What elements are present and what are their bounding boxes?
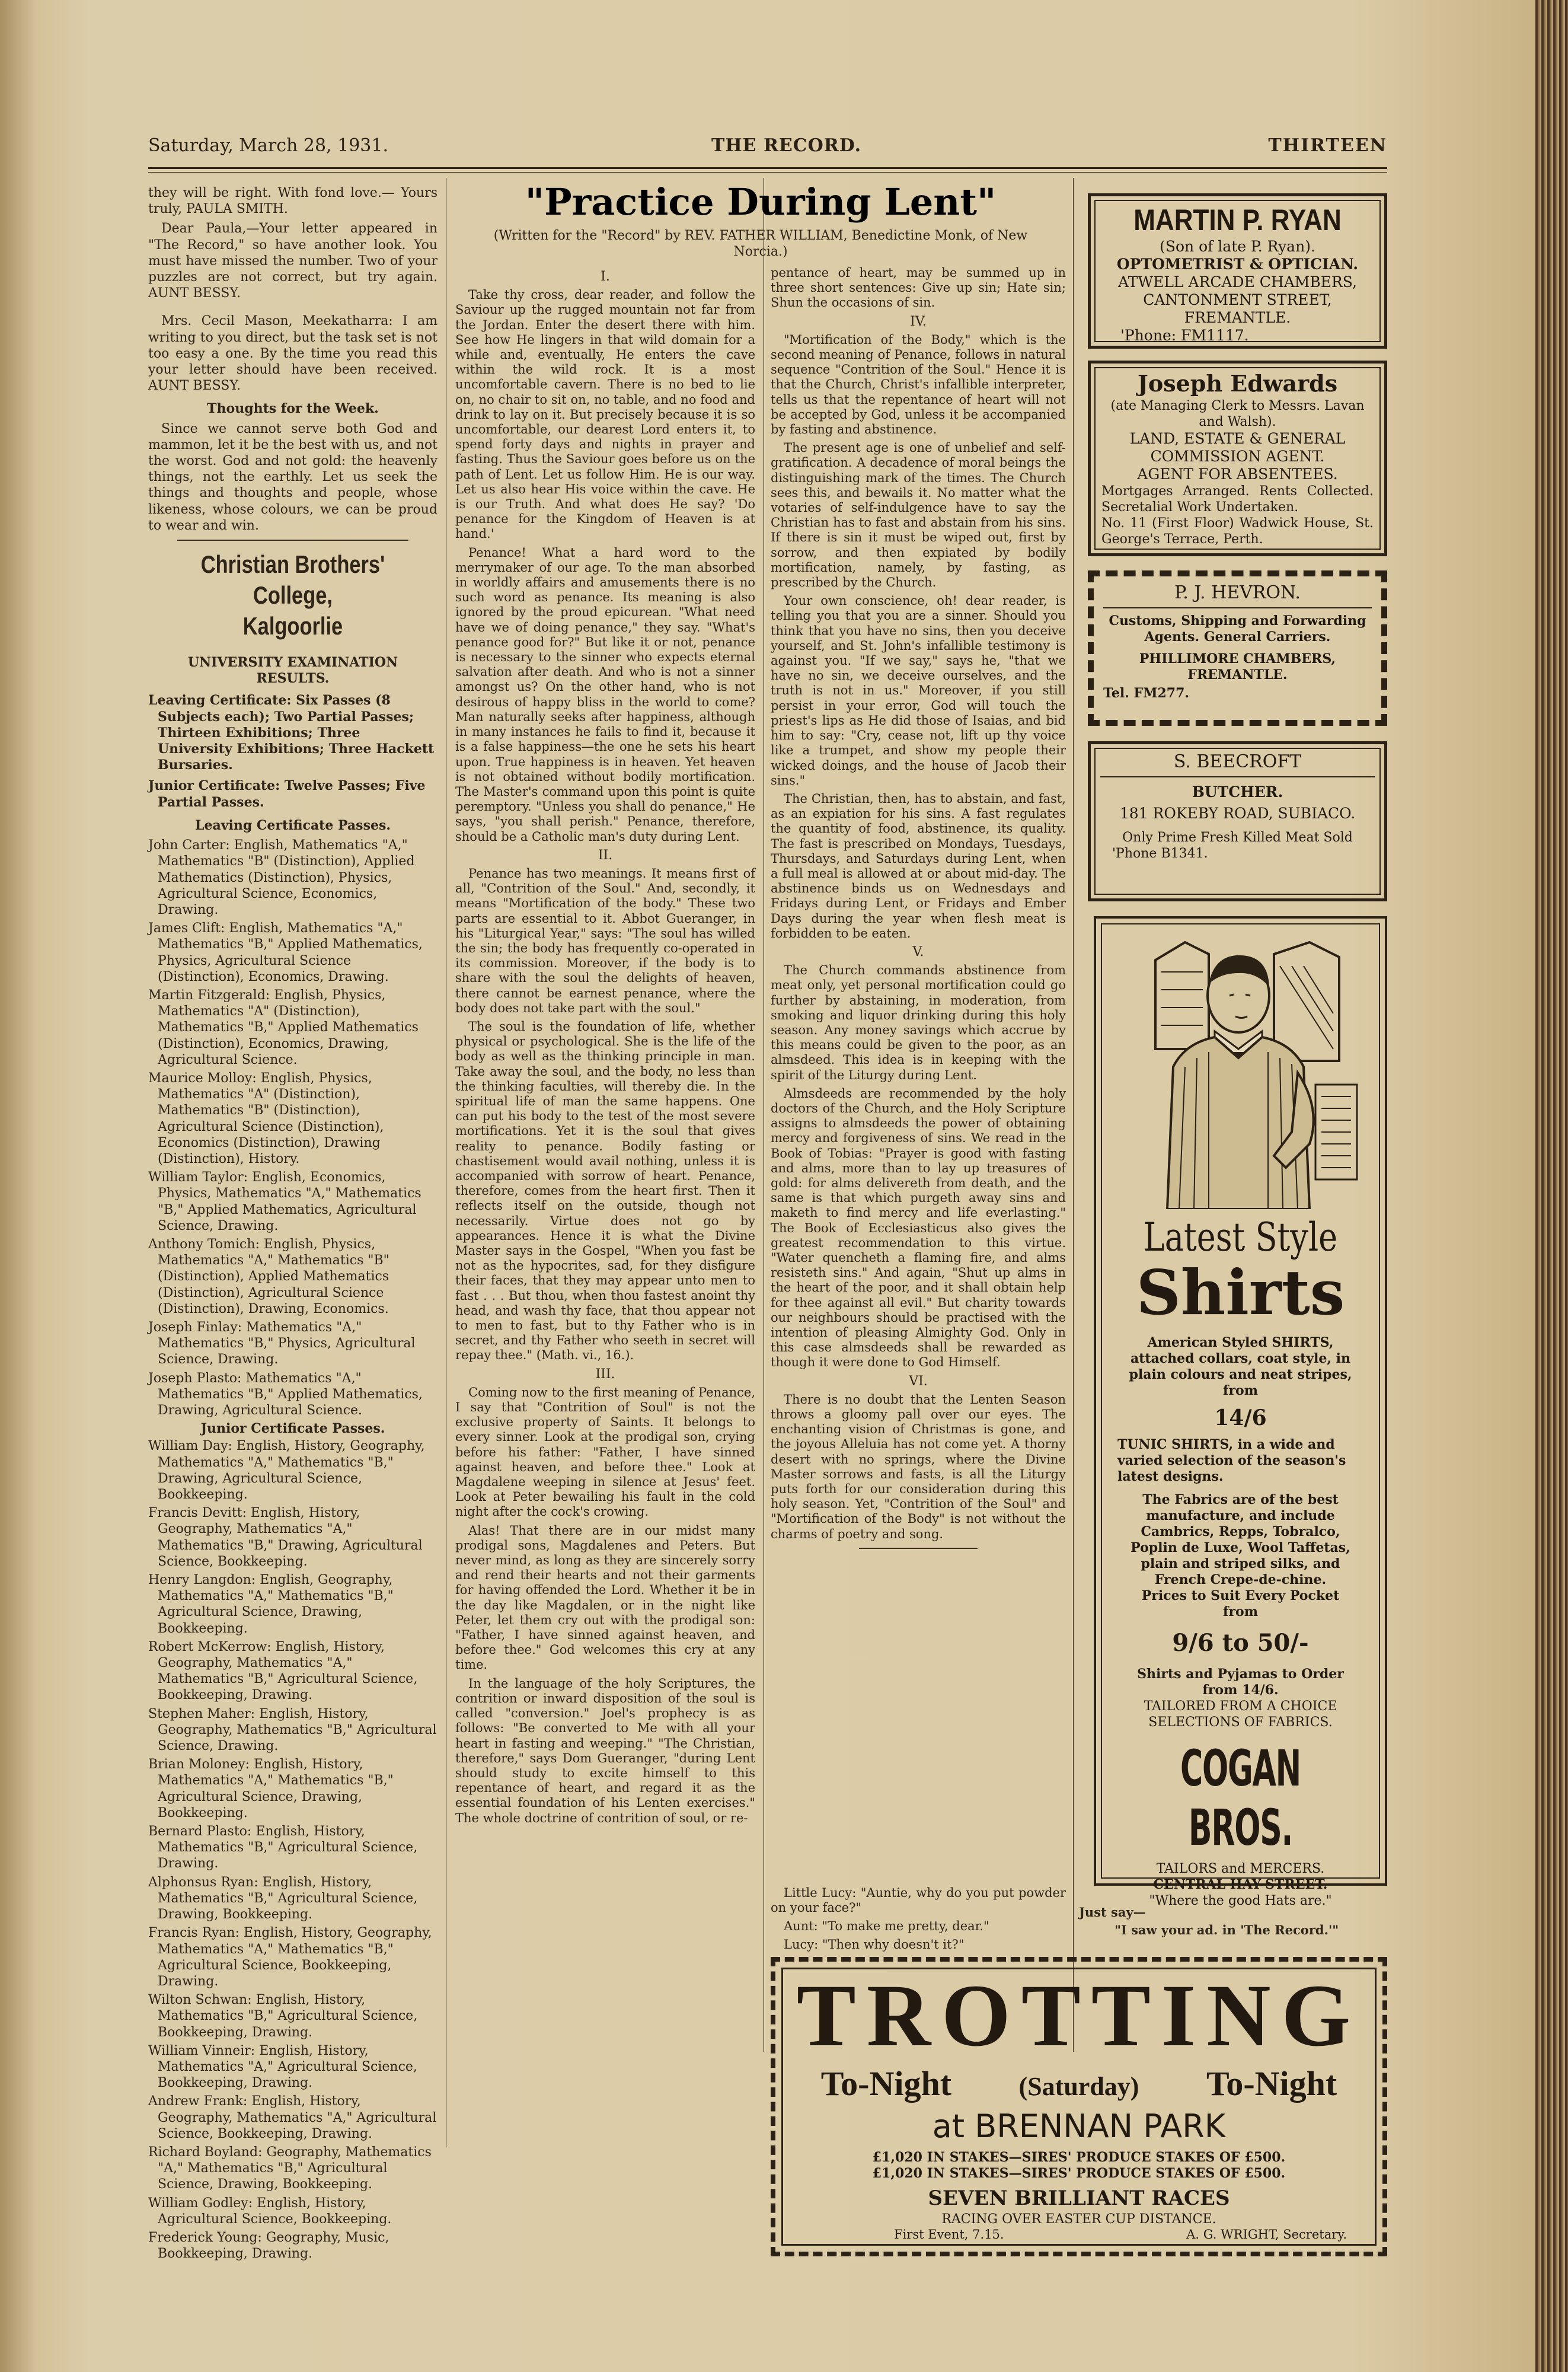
section-divider: [177, 540, 408, 541]
list-item: William Day: English, History, Geography, Mathematics "A," Mathematics "B," Drawing, Agricultural Science, Bookkeeping.: [148, 1439, 425, 1503]
ad-edwards-line: LAND, ESTATE & GENERAL COMMISSION AGENT.: [1129, 430, 1346, 465]
article-paragraph: Coming now to the first meaning of Penance, I say that "Contrition of Soul" is not the exclusive property of Saints. It belongs to every sinner. Look at the prodigal son, crying before his father: "Father, I have sinned against heaven, and before thee." Look at Magdalene weeping in silence at Jesus' feet. Look at Peter bewailing his fault in the cold night after the cock's crowing.: [455, 1385, 755, 1519]
ad-ryan-line: 'Phone: FM1117.: [1120, 327, 1249, 344]
section-numeral: I.: [601, 269, 610, 284]
header-rule-thin: [148, 172, 1387, 173]
header-date: Saturday, March 28, 1931.: [148, 135, 389, 156]
section-numeral: VI.: [909, 1373, 928, 1389]
article-paragraph: Alas! That there are in our midst many prodigal sons, Magdalenes and Peters. But never mind, as long as they are sincerely sorry and rend their hearts and not their garments for having offended the Lord. Whether it be in the day like Magdalen, or in the night like Peter, let them cry out with the prodigal son: "Father, I have sinned against heaven, and before thee." God welcomes this cry at any time.: [455, 1523, 755, 1672]
joke-line: Aunt: "To make me pretty, dear.": [784, 1919, 989, 1933]
ad-trotting-distance: RACING OVER EASTER CUP DISTANCE.: [941, 2212, 1216, 2227]
ad-cogan-name: COGAN BROS.: [1180, 1739, 1301, 1857]
ad-cogan-text: Prices to Suit Every Pocket from: [1141, 1588, 1340, 1619]
book-page-edges: [1535, 0, 1568, 2372]
list-item: Francis Ryan: English, History, Geography, Mathematics "A," Mathematics "B," Agricultural Science, Bookkeeping, Drawing.: [148, 1925, 432, 1989]
article-paragraph: pentance of heart, may be summed up in three short sentences: Give up sin; Hate sin; Shun the occasions of sin.: [771, 266, 1066, 310]
thoughts-heading: Thoughts for the Week.: [207, 401, 379, 417]
ad-trotting-secretary: A. G. WRIGHT, Secretary.: [1186, 2227, 1347, 2242]
list-item: Anthony Tomich: English, Physics, Mathematics "A," Mathematics "B" (Distinction), Applied Mathematics (Distinction), Agricultural Science (Distinction), Drawing, Economics.: [148, 1236, 389, 1316]
ad-trotting-stakes: £1,020 IN STAKES—SIRES' PRODUCE STAKES OF £500.: [872, 2150, 1286, 2165]
list-item: Andrew Frank: English, History, Geography, Mathematics "A," Agricultural Science, Bookkeeping, Drawing.: [148, 2094, 437, 2141]
list-item: Francis Devitt: English, History, Geography, Mathematics "A," Mathematics "B," Drawing, Agricultural Science, Bookkeeping.: [148, 1506, 423, 1569]
ad-hevron-name: P. J. HEVRON.: [1174, 582, 1301, 603]
ad-ryan-line: ATWELL ARCADE CHAMBERS,: [1118, 273, 1357, 291]
list-item: Joseph Finlay: Mathematics "A," Mathematics "B," Physics, Agricultural Science, Drawing.: [148, 1319, 416, 1367]
ad-hevron-line: Tel. FM277.: [1103, 686, 1190, 701]
ad-edwards-line: AGENT FOR ABSENTEES.: [1137, 466, 1338, 483]
ad-trotting-races: SEVEN BRILLIANT RACES: [928, 2186, 1230, 2210]
letter-reply: Dear Paula,—Your letter appeared in "The Record," so have another look. You must have missed the number. Two of your puzzles are not correct, but try again. AUNT BESSY.: [148, 221, 437, 301]
just-say-line2: "I saw your ad. in 'The Record.'": [1114, 1923, 1339, 1937]
joke-block: [771, 1886, 1066, 1956]
ad-cogan-bros: [1094, 916, 1387, 1908]
list-item: John Carter: English, Mathematics "A," Mathematics "B" (Distinction), Applied Mathematics (Distinction), Physics, Agricultural Science, Economics, Drawing.: [148, 838, 415, 917]
list-item: Bernard Plasto: English, History, Mathematics "B," Agricultural Science, Drawing.: [148, 1824, 418, 1872]
article-paragraph: There is no doubt that the Lenten Season throws a gloomy pall over our eyes. The enchanting vision of Christmas is gone, and the joyous Alleluia has not come yet. A thorny desert with no springs, where the Divine Master sorrows and fasts, is all the Liturgy puts forth for our consideration during this holy season. Yet, "Contrition of the Soul" and "Mortification of the Body" is not without the charms of poetry and song.: [771, 1392, 1066, 1541]
ad-cogan-text: "Where the good Hats are.": [1149, 1893, 1332, 1908]
article-paragraph: Almsdeeds are recommended by the holy doctors of the Church, and the Holy Scripture assigns to almsdeeds the power of obtaining mercy and forgiveness of sins. We read in the Book of Tobias: "Prayer is good with fasting and alms, more than to lay up treasures of gold: for alms delivereth from death, and the same is that which purgeth away sins and maketh to find mercy and life everlasting." The Book of Ecclesiasticus also gives the greatest recommendation to this virtue. "Water quencheth a flaming fire, and alms resisteth sins." And again, "Shut up alms in the heart of the poor, and it shall obtain help for thee against all evil." But charity towards our neighbours should be practised with the intention of pleasing Almighty God. Only in this case almsdeeds shall be rewarded as though it were done to God Himself.: [771, 1086, 1066, 1370]
article-header: [455, 181, 1066, 260]
list-item: William Godley: English, History, Agricultural Science, Bookkeeping.: [148, 2195, 392, 2227]
ad-s-beecroft: [1088, 741, 1387, 901]
list-item: Alphonsus Ryan: English, History, Mathematics "B," Agricultural Science, Drawing, Bookkeeping.: [148, 1874, 418, 1923]
section-numeral: V.: [912, 944, 924, 959]
ad-trotting-tonight-row: [787, 2064, 1371, 2103]
list-item: Richard Boyland: Geography, Mathematics "A," Mathematics "B," Agricultural Science, Drawing, Bookkeeping.: [148, 2144, 432, 2192]
page-header: [148, 135, 1387, 162]
column-3: [771, 266, 1066, 1555]
column-1: [148, 185, 437, 2264]
ad-martin-ryan: [1088, 193, 1387, 349]
ad-ryan-line: CANTONMENT STREET,: [1143, 291, 1332, 308]
header-rule: [148, 167, 1387, 169]
list-item: Robert McKerrow: English, History, Geography, Mathematics "A," Mathematics "B," Agricultural Science, Bookkeeping, Drawing.: [148, 1639, 418, 1703]
ad-beecroft-rule: [1100, 776, 1375, 777]
list-item: Henry Langdon: English, Geography, Mathematics "A," Mathematics "B," Agricultural Science, Drawing, Bookkeeping.: [148, 1573, 394, 1636]
joke-line: Little Lucy: "Auntie, why do you put powder on your face?": [771, 1886, 1066, 1915]
cbc-heading: [174, 549, 411, 642]
list-item: Martin Fitzgerald: English, Physics, Mathematics "A" (Distinction), Mathematics "B," Applied Mathematics (Distinction), Economics, Drawing, Agricultural Science.: [148, 987, 419, 1067]
ad-trotting-tonight: To-Night: [820, 2064, 952, 2103]
ad-cogan-heading-1: Latest Style: [1143, 1214, 1338, 1260]
article-paragraph: In the language of the holy Scriptures, the contrition or inward disposition of the soul is called "conversion." Joel's prophecy is as follows: "Be converted to Me with all your heart in fasting and weeping." "The Christian, therefore," says Dom Gueranger, "during Lent should study to excite himself to this repentance of heart, and regard it as the essential foundation of his Lenten exercises." The whole doctrine of contrition of soul, or re-: [455, 1676, 755, 1825]
section-numeral: II.: [598, 847, 613, 863]
article-paragraph: Penance has two meanings. It means first of all, "Contrition of the Soul." And, secondly, it means "Mortification of the body." These two parts are essential to it. Abbot Gueranger, in his "Liturgical Year," says: "The soul has willed the sin; the body has frequently co-operated in its commission. Moreover, if the body is to share with the soul the delights of heaven, there cannot be earnest penance, where the body does not take part with the soul.": [455, 866, 755, 1015]
header-page-number: THIRTEEN: [1268, 135, 1387, 156]
ad-edwards-line: No. 11 (First Floor) Wadwick House, St. George's Terrace, Perth.: [1101, 516, 1374, 547]
list-item: James Clift: English, Mathematics "A," Mathematics "B," Applied Mathematics, Physics, Agricultural Science (Distinction), Economics, Drawing.: [148, 921, 423, 984]
ad-edwards-line: Mortgages Arranged. Rents Collected. Secretalial Work Undertaken.: [1101, 484, 1374, 515]
just-say-block: [1079, 1904, 1387, 1939]
article-paragraph: The Church commands abstinence from meat only, yet personal mortification could go further by abstaining, in moderation, from smoking and liquor drinking during this holy season. Any money savings which accrue by this means could be given to the poor, as an almsdeed. This idea is in keeping with the spirit of the Liturgy during Lent.: [771, 963, 1066, 1082]
ad-trotting-tonight: To-Night: [1206, 2064, 1337, 2103]
section-numeral: IV.: [910, 314, 927, 329]
ad-ryan-line: OPTOMETRIST & OPTICIAN.: [1116, 256, 1359, 273]
ad-pj-hevron: [1088, 570, 1387, 726]
ad-cogan-text: Shirts and Pyjamas to Order from 14/6.: [1137, 1666, 1344, 1698]
results-heading: UNIVERSITY EXAMINATION: [187, 655, 398, 671]
list-item: Brian Moloney: English, History, Mathematics "A," Mathematics "B," Agricultural Science, Drawing, Bookkeeping.: [148, 1757, 394, 1821]
ad-ryan-name: MARTIN P. RYAN: [1133, 203, 1342, 237]
ad-trotting-first-event: First Event, 7.15.: [894, 2227, 1004, 2242]
list-item: Joseph Plasto: Mathematics "A," Mathematics "B," Applied Mathematics, Drawing, Agricultural Science.: [148, 1370, 423, 1418]
article-paragraph: The Christian, then, has to abstain, and fast, as an expiation for his sins. A fast regulates the quantity of food, abstinence, its quality. The fast is prescribed on Mondays, Tuesdays, Thursdays, and Saturdays during Lent, when a full meal is allowed at or about mid-day. The abstinence binds us on Wednesdays and Fridays during Lent, or Fridays and Ember Days during the year when flesh meat is forbidden to be eaten.: [771, 791, 1066, 940]
shirt-man-illustration: [1120, 930, 1363, 1209]
just-say-line1: Just say—: [1079, 1905, 1146, 1920]
ad-ryan-line: FREMANTLE.: [1184, 309, 1291, 326]
list-item: Wilton Schwan: English, History, Mathematics "B," Agricultural Science, Bookkeeping, Drawing.: [148, 1992, 418, 2040]
ad-cogan-text: American Styled SHIRTS, attached collars, coat style, in plain colours and neat stripes, from: [1129, 1335, 1352, 1398]
article-paragraph: "Mortification of the Body," which is the second meaning of Penance, follows in natural sequence "Contrition of the Soul." Hence it is that the Church, Christ's infallible interpreter, tells us that the repentance of heart will not be accepted by God, unless it be accompanied by fasting and abstinence.: [771, 332, 1066, 437]
joke-line: Lucy: "Then why doesn't it?": [784, 1937, 965, 1952]
ad-hevron-line: PHILLIMORE CHAMBERS, FREMANTLE.: [1139, 651, 1336, 683]
article-paragraph: The present age is one of unbelief and self-gratification. A decadence of moral beings the distinguishing mark of the times. The Church sees this, and bewails it. No matter what the votaries of self-indulgence have to say the Christian has to fast and abstain from his sins. If there is sin it must be wiped out, first by sorrow, and then expiated by bodily mortification, namely, by fasting, as prescribed by the Church.: [771, 441, 1066, 590]
list-item: Maurice Molloy: English, Physics, Mathematics "A" (Distinction), Mathematics "B" (Distinction), Agricultural Science (Distinction), Economics (Distinction), Drawing (Distinction), History.: [148, 1070, 384, 1166]
ad-beecroft-line: 181 ROKEBY ROAD, SUBIACO.: [1119, 805, 1356, 822]
thoughts-text: Since we cannot serve both God and mammon, let it be the best with us, and not the worst. God and not gold: the heavenly things, not the earthly. Let us seek the things and thoughts and people, whose likeness, whose colours, we can be proud to wear and win.: [148, 421, 437, 533]
letter-text: they will be right. With fond love.— Yours truly, PAULA SMITH.: [148, 186, 437, 217]
leaving-passes-heading: Leaving Certificate Passes.: [195, 817, 391, 833]
ad-beecroft-name: S. BEECROFT: [1173, 751, 1302, 772]
ad-cogan-price: 14/6: [1214, 1405, 1267, 1430]
ad-trotting-title: TROTTING: [796, 1966, 1362, 2065]
section-numeral: III.: [595, 1366, 615, 1382]
junior-passes-heading: Junior Certificate Passes.: [200, 1421, 385, 1437]
cbc-heading-line1: Christian Brothers' College,: [200, 550, 385, 610]
letter-reply: Mrs. Cecil Mason, Meekatharra: I am writing to you direct, but the task set is not too easy a one. By the time you read this your letter should have been received. AUNT BESSY.: [148, 314, 437, 394]
ad-cogan-text: The Fabrics are of the best manufacture, and include Cambrics, Repps, Tobralco, Poplin de Luxe, Wool Taffetas, plain and striped silks, and French Crepe-de-chine.: [1131, 1492, 1350, 1587]
column-rule-3: [1073, 178, 1074, 2052]
column-2: [455, 266, 755, 1829]
list-item: William Taylor: English, Economics, Physics, Mathematics "A," Mathematics "B," Applied Mathematics, Agricultural Science, Drawing.: [148, 1170, 421, 1233]
ad-trotting-footer: [787, 2227, 1371, 2242]
section-divider: [859, 1548, 977, 1549]
ad-cogan-text: TUNIC SHIRTS, in a wide and varied selection of the season's latest designs.: [1117, 1437, 1346, 1484]
leaving-summary: Leaving Certificate: Six Passes (8 Subjects each); Two Partial Passes; Thirteen Exhibitions; Three University Exhibitions; Three Hackett Bursaries.: [148, 693, 435, 773]
cbc-heading-line2: Kalgoorlie: [242, 612, 343, 640]
ad-trotting-venue: at BRENNAN PARK: [932, 2108, 1226, 2145]
ad-trotting: [771, 1957, 1387, 2256]
article-title: "Practice During Lent": [525, 180, 997, 224]
junior-summary: Junior Certificate: Twelve Passes; Five Partial Passes.: [148, 778, 426, 810]
list-item: Stephen Maher: English, History, Geography, Mathematics "B," Agricultural Science, Drawing.: [148, 1706, 437, 1754]
article-paragraph: Penance! What a hard word to the merrymaker of our age. To the man absorbed in worldly affairs and amusements there is no such word as penance. Its meaning is also ignored by the proud epicurean. "What need have we of doing penance," they say. "What's penance good for?" But like it or not, penance is necessary to the sinner who expects eternal salvation after death. And who is not a sinner amongst us? On the other hand, who is not desirous of happy bliss in the world to come? Man naturally seeks after happiness, although in many instances he fails to find it, because it is a false happiness—the one he sets his heart upon. True happiness is in heaven. Yet heaven is not obtained without bodily mortification. The Master's command upon this point is quite peremptory. "Unless you shall do penance," He says, "you shall perish." Penance, therefore, should be a Catholic man's duty during Lent.: [455, 545, 755, 844]
ad-beecroft-line: 'Phone B1341.: [1112, 846, 1208, 861]
list-item: William Vinneir: English, History, Mathematics "A," Agricultural Science, Bookkeeping, Drawing.: [148, 2043, 417, 2091]
article-paragraph: Your own conscience, oh! dear reader, is telling you that you are a sinner. Should you think that you have no sins, then you deceive yourself, and St. John's infallible testimony is against you. "If we say," says he, "that we have no sin, we deceive ourselves, and the truth is not in us." Moreover, if you still persist in your error, God will touch the priest's lips as He did those of Isaias, and bid him to say: "Cry, cease not, lift up thy voice like a trumpet, and show my people their wicked doings, and the house of Jacob their sins.": [771, 594, 1066, 788]
ad-beecroft-line: BUTCHER.: [1192, 783, 1283, 801]
ad-hevron-line: Customs, Shipping and Forwarding Agents. General Carriers.: [1109, 613, 1366, 645]
ad-trotting-stakes: £1,020 IN STAKES—SIRES' PRODUCE STAKES OF £500.: [872, 2166, 1286, 2181]
ad-edwards-name: Joseph Edwards: [1137, 370, 1338, 397]
ad-trotting-saturday: (Saturday): [1018, 2072, 1139, 2101]
list-item: Frederick Young: Geography, Music, Bookkeeping, Drawing.: [148, 2230, 389, 2262]
ad-cogan-text: TAILORS and MERCERS.: [1156, 1861, 1325, 1876]
ad-joseph-edwards: [1088, 361, 1387, 556]
ad-beecroft-line: Only Prime Fresh Killed Meat Sold: [1122, 830, 1353, 845]
ad-edwards-line: (ate Managing Clerk to Messrs. Lavan and Walsh).: [1110, 398, 1365, 429]
results-heading-2: RESULTS.: [256, 671, 330, 687]
article-byline: (Written for the "Record" by REV. FATHER WILLIAM, Benedictine Monk, of New Norcia.): [493, 228, 1028, 259]
ad-cogan-text: CENTRAL HAY-STREET.: [1153, 1877, 1328, 1892]
ad-cogan-price: 9/6 to 50/-: [1172, 1629, 1309, 1657]
ad-hevron-rule: [1103, 607, 1372, 608]
article-paragraph: Take thy cross, dear reader, and follow the Saviour up the rugged mountain not far from the Jordan. Enter the desert there with him. See how He lingers in that wild domain for a while and, eventually, He enters the cave within the wild rock. It is a most uncomfortable cavern. There is no bed to lie on, no chair to sit on, no table, and no food and drink to lay on it. But precisely because it is so uncomfortable, our dearest Lord enters it, to spend forty days and nights in prayer and fasting. Thus the Saviour goes before us on the path of Lent. Let us follow Him. He is our way. Let us also hear His voice within the cave. He is our Truth. And what does He say? 'Do penance for the Kingdom of Heaven is at hand.': [455, 288, 755, 541]
article-paragraph: The soul is the foundation of life, whether physical or psychological. She is the life of the body as well as the thinking principle in man. Take away the soul, and the body, no less than the thinking faculties, will thereby die. In the spiritual life of man the same happens. One can put his body to the test of the most severe mortifications. Yet it is the soul that gives reality to penance. Bodily fasting or chastisement would avail nothing, unless it is accompanied with sorrow of heart. Penance, therefore, comes from the heart first. Then it reflects itself on the outside, though not necessarily. Virtue does not go by appearances. Hence it is what the Divine Master says in the Gospel, "When you fast be not as the hypocrites, sad, for they disfigure their faces, that they may appear unto men to fast . . . But thou, when thou fastest anoint thy head, and wash thy face, that thou appear not to men to fast, but to thy Father who is in secret, and thy Father who seeth in secret will repay thee." (Math. vi., 16.).: [455, 1019, 755, 1363]
ad-ryan-line: (Son of late P. Ryan).: [1160, 238, 1315, 255]
page-binding-shadow: [0, 0, 36, 2372]
ad-cogan-heading-2: Shirts: [1136, 1256, 1345, 1329]
ad-cogan-text: TAILORED FROM A CHOICE SELECTIONS OF FABRICS.: [1144, 1699, 1337, 1730]
header-paper-name: THE RECORD.: [711, 135, 862, 156]
